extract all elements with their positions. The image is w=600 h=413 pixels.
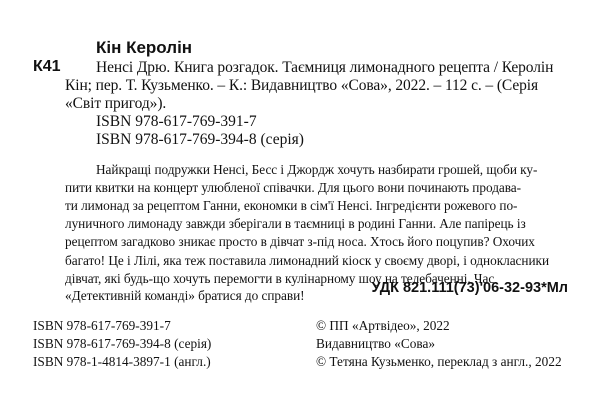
isbn-main: ISBN 978-617-769-391-7 (96, 113, 257, 130)
footer-isbn: ISBN 978-617-769-391-7 (33, 318, 171, 333)
isbn-series: ISBN 978-617-769-394-8 (серія) (96, 131, 304, 148)
footer-isbn: ISBN 978-1-4814-3897-1 (англ.) (33, 354, 211, 369)
author-name: Кін Керолін (96, 38, 193, 57)
annotation-line: рецептом загадково зникає просто в дівчат з-під носа. Хтось його поцупив? Охочих (65, 234, 535, 249)
udk-code: УДК 821.111(73)'06-32-93*Мл (371, 280, 568, 296)
annotation-line: «Детективній команді» братися до справи! (65, 288, 305, 303)
annotation-line: багато! Це і Лілі, яка теж поставила лимонадний кіоск у своєму дворі, і однокласники дівчат, які будь-що хочуть перемогти в кулінарному шоу на телебаченні. Час (65, 253, 550, 286)
copyright-artvideo: © ПП «Артвідео», 2022 (316, 318, 450, 333)
footer-isbn: ISBN 978-617-769-394-8 (серія) (33, 336, 212, 351)
annotation-line: луничного лимонаду завжди зберігали в таємниці в родині Ганни. Але папірець із (65, 216, 526, 231)
bibliography-line: «Світ пригод»). (65, 95, 167, 112)
copyright-translation: © Тетяна Кузьменко, переклад з англ., 2022 (316, 354, 562, 369)
classmark: К41 (33, 58, 61, 75)
bibliography-line: Кін; пер. Т. Кузьменко. – К.: Видавництво «Сова», 2022. – 112 с. – (Серія (65, 77, 539, 94)
annotation-line: ти лимонад за рецептом Ганни, економки в сім'ї Ненсі. Інгредієнти рожевого по- (65, 198, 518, 213)
annotation-line: Найкращі подружки Ненсі, Бесс і Джордж хочуть назбирати грошей, щоби ку- (96, 162, 538, 177)
publisher-name: Видавництво «Сова» (316, 336, 436, 351)
bibliography-line: Ненсі Дрю. Книга розгадок. Таємниця лимонадного рецепта / Керолін (96, 59, 554, 76)
annotation-line: пити квитки на концерт улюбленої співачки. Для цього вони починають продава- (65, 180, 522, 195)
